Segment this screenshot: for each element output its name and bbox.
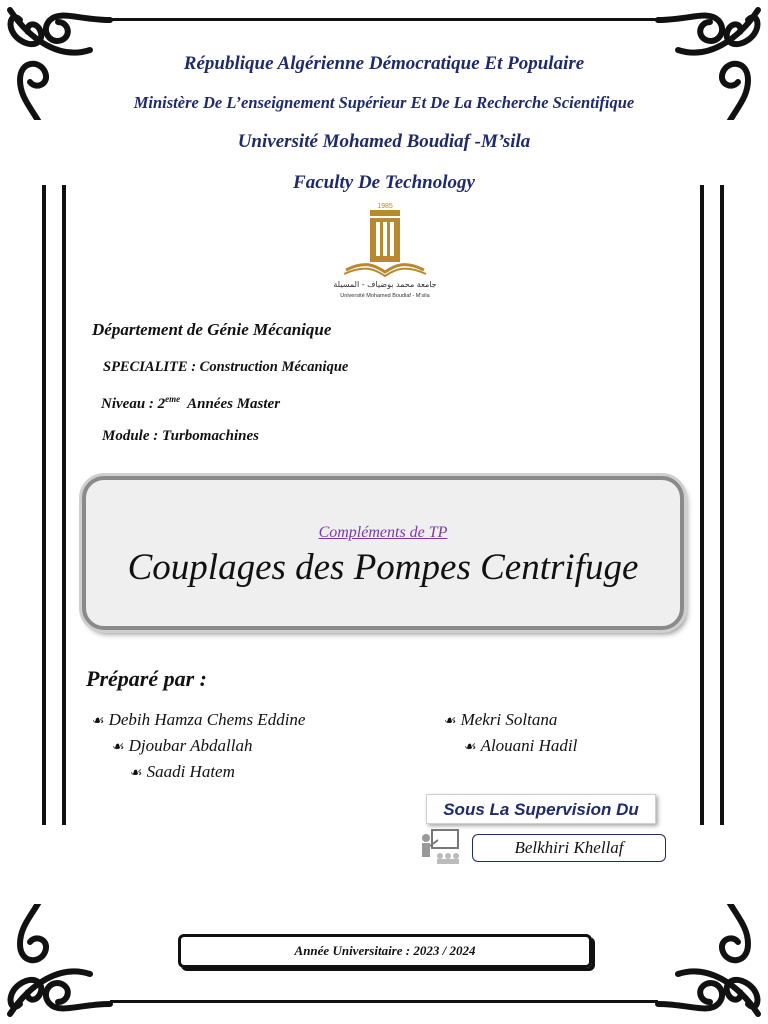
prepared-by-label: Préparé par : [86,666,207,691]
student-name: Mekri Soltana [460,710,558,729]
title-box [82,476,684,630]
frame-bottom-line [110,1000,658,1003]
frame-left-line-inner [62,185,66,825]
leaf-bullet-icon: ☙ [112,740,125,755]
supervisor-name: Belkhiri Khellaf [472,834,666,862]
frame-right-line-inner [700,185,704,825]
niveau-label [101,394,280,413]
logo-arabic-text: جامعة محمد بوضياف - المسيلة [333,280,437,289]
logo-latin-text: Université Mohamed Boudiaf - M'sila [340,293,430,299]
student-name: Debih Hamza Chems Eddine [108,710,306,729]
university-logo [326,200,444,300]
frame-right-line-outer [720,185,724,825]
subtitle-link[interactable]: Compléments de TP [318,524,448,541]
student-name: Alouani Hadil [480,736,578,755]
ornament-bottom-right-icon [648,904,768,1024]
specialite-label: SPECIALITE : Construction Mécanique [103,359,349,375]
frame-left-line-outer [42,185,46,825]
frame-top-line [110,18,658,21]
leaf-bullet-icon: ☙ [130,766,143,781]
leaf-bullet-icon: ☙ [464,740,477,755]
module-label: Module : Turbomachines [102,428,259,444]
student-name: Djoubar Abdallah [128,736,253,755]
leaf-bullet-icon: ☙ [92,714,105,729]
student-item [130,762,235,782]
student-item [464,736,577,756]
logo-year: 1985 [377,203,393,210]
ministry-heading: Ministère De L’enseignement Supérieur Et De La Recherche Scientifique [133,93,635,112]
university-logo-icon [326,200,444,300]
university-heading: Université Mohamed Boudiaf -M’sila [237,131,531,152]
student-name: Saadi Hatem [146,762,235,781]
niveau-prefix: Niveau : 2 [101,396,166,412]
student-item [444,710,557,730]
academic-year: Année Universitaire : 2023 / 2024 [178,934,592,968]
niveau-superscript: eme [165,394,181,404]
department-label: Département de Génie Mécanique [92,320,332,339]
ornament-bottom-left-icon [0,904,120,1024]
teacher-presentation-icon [418,828,460,866]
republic-heading: République Algérienne Démocratique Et Populaire [183,53,585,74]
student-item [92,710,305,730]
niveau-suffix: Années Master [187,396,281,412]
supervision-label: Sous La Supervision Du [426,794,656,824]
faculty-heading: Faculty De Technology [293,172,475,193]
leaf-bullet-icon: ☙ [444,714,457,729]
main-title: Couplages des Pompes Centrifuge [127,547,639,588]
student-item [112,736,252,756]
